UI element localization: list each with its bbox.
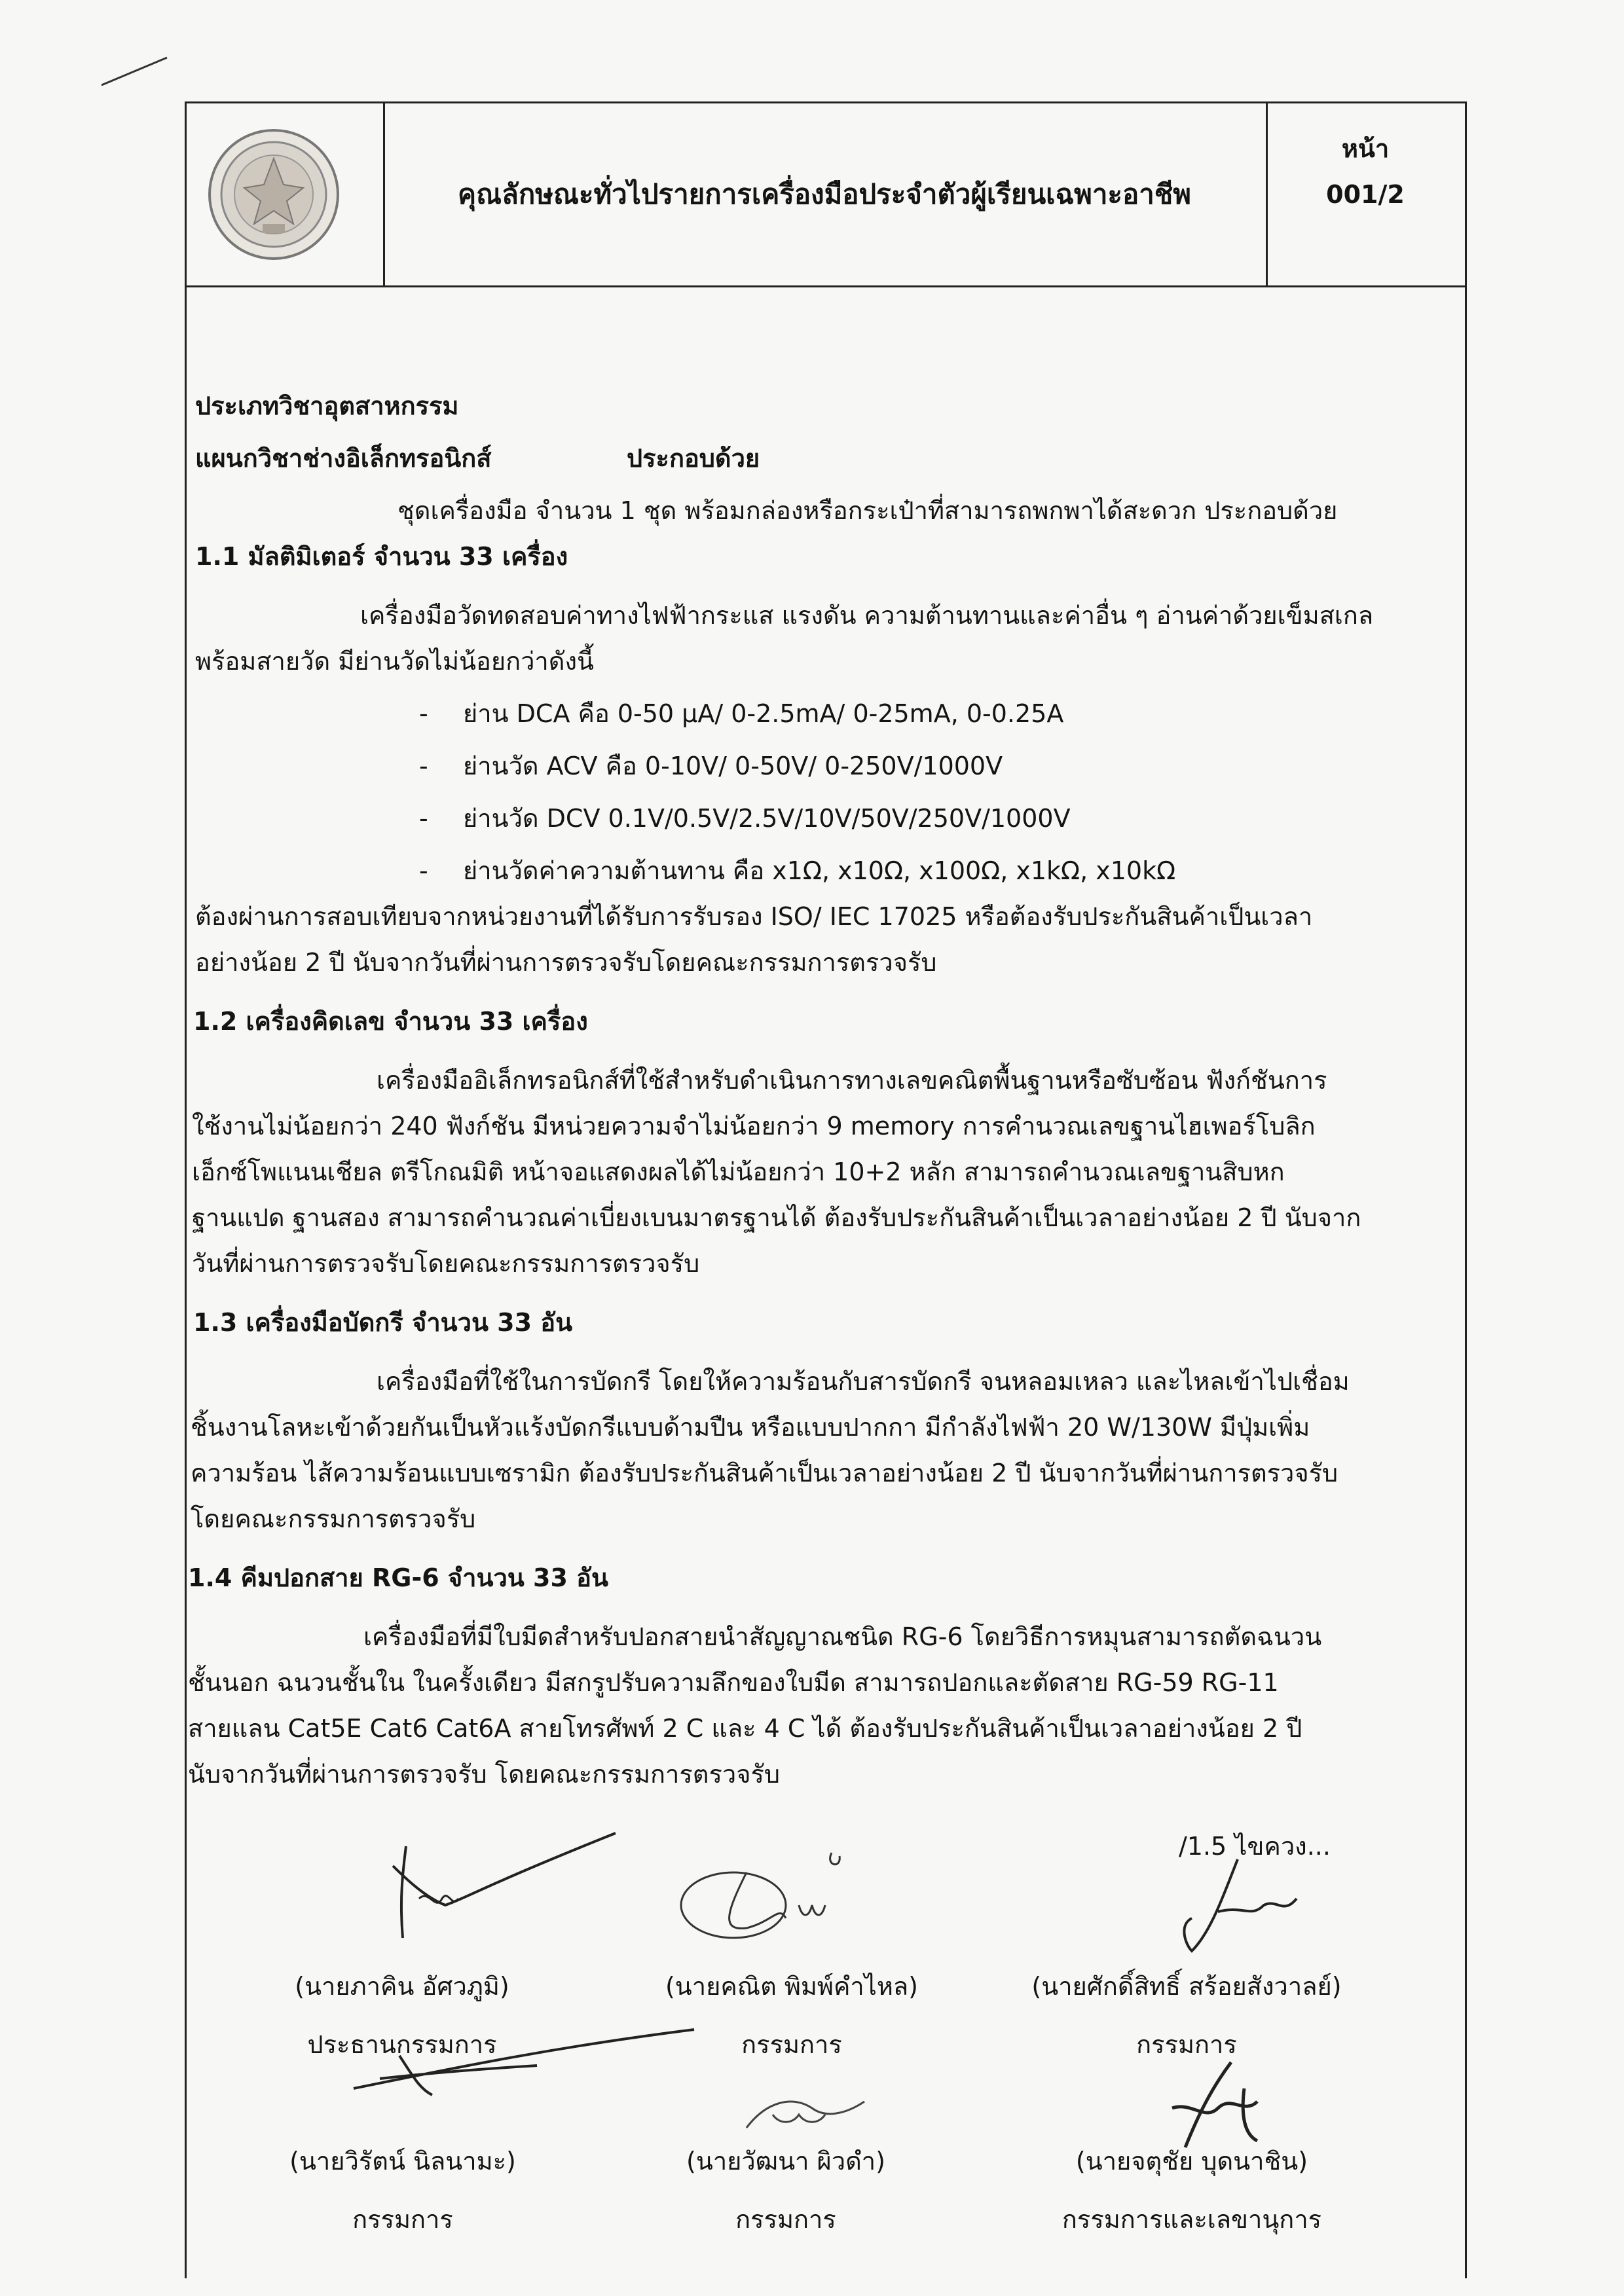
item-text-line: ชั้นนอก ฉนวนชั้นใน ในครั้งเดียว มีสกรูปรับความลึกของใบมีด สามารถปอกและตัดสาย RG-59 RG-11 — [188, 1668, 1279, 1697]
item-text-line: ฐานแปด ฐานสอง สามารถคำนวณค่าเบี่ยงเบนมาตรฐานได้ ต้องรับประกันสินค้าเป็นเวลาอย่างน้อย 2 ปี นับจาก — [192, 1203, 1361, 1232]
signatory-block — [589, 2141, 982, 2239]
signatory-role: กรรมการ — [352, 2205, 453, 2234]
signatory-name: (นายภาคิน อัศวภูมิ) — [295, 1972, 509, 2001]
signatory-role: ประธานกรรมการ — [307, 2030, 497, 2059]
signatory-name: (นายวัฒนา ผิวดำ) — [686, 2147, 885, 2176]
signatory-block — [206, 1966, 599, 2064]
range-item: ย่านวัด ACV คือ 0-10V/ 0-50V/ 0-250V/1000V — [463, 752, 1003, 780]
item-text-line: โดยคณะกรรมการตรวจรับ — [191, 1504, 476, 1533]
document-title: คุณลักษณะทั่วไปรายการเครื่องมือประจำตัวผู้เรียนเฉพาะอาชีพ — [383, 103, 1268, 285]
item-heading: 1.3 เครื่องมือบัดกรี จำนวน 33 อัน — [193, 1308, 573, 1337]
item-text-line: นับจากวันที่ผ่านการตรวจรับ โดยคณะกรรมการตรวจรับ — [188, 1760, 781, 1789]
document-header — [187, 103, 1465, 287]
signatory-block — [595, 1966, 988, 2064]
signatory-block — [990, 1966, 1383, 2064]
signatory-block — [206, 2141, 599, 2239]
item-text-line: เอ็กซ์โพแนนเชียล ตรีโกณมิติ หน้าจอแสดงผลได้ไม่น้อยกว่า 10+2 หลัก สามารถคำนวณเลขฐานสิบหก — [192, 1157, 1285, 1186]
signature-6 — [1146, 2049, 1277, 2154]
item-text-line: สายแลน Cat5E Cat6 Cat6A สายโทรศัพท์ 2 C และ 4 C ได้ ต้องรับประกันสินค้าเป็นเวลาอย่างน้อย 2 ปี — [188, 1714, 1302, 1743]
item-text-line: อย่างน้อย 2 ปี นับจากวันที่ผ่านการตรวจรับโดยคณะกรรมการตรวจรับ — [195, 948, 937, 977]
item-heading: 1.4 คีมปอกสาย RG-6 จำนวน 33 อัน — [188, 1563, 608, 1592]
item-text-line: ใช้งานไม่น้อยกว่า 240 ฟังก์ชัน มีหน่วยความจำไม่น้อยกว่า 9 memory การคำนวณเลขฐานไฮเพอร์โบลิก — [192, 1112, 1316, 1140]
range-item: ย่าน DCA คือ 0-50 μA/ 0-2.5mA/ 0-25mA, 0-0.25A — [463, 699, 1064, 728]
page-indicator — [1266, 103, 1465, 285]
item-text-line: ต้องผ่านการสอบเทียบจากหน่วยงานที่ได้รับการรับรอง ISO/ IEC 17025 หรือต้องรับประกันสินค้าเป็นเวลา — [195, 902, 1313, 931]
page-number: 001/2 — [1326, 180, 1405, 209]
signature-2 — [668, 1840, 864, 1958]
logo-cell — [187, 103, 385, 285]
signature-1 — [367, 1827, 642, 1951]
bullet-dash: - — [419, 752, 428, 780]
page-label: หน้า — [1341, 134, 1390, 163]
signatory-name: (นายวิรัตน์ นิลนามะ) — [289, 2147, 516, 2176]
kit-line: ชุดเครื่องมือ จำนวน 1 ชุด พร้อมกล่องหรือกระเป๋าที่สามารถพกพาได้สะดวก ประกอบด้วย — [397, 496, 1338, 525]
signatory-name: (นายจตุชัย บุดนาชิน) — [1075, 2147, 1308, 2176]
signatory-role: กรรมการ — [1136, 2030, 1237, 2059]
item-text-line: เครื่องมืออิเล็กทรอนิกส์ที่ใช้สำหรับดำเนินการทางเลขคณิตพื้นฐานหรือซับซ้อน ฟังก์ชันการ — [377, 1066, 1327, 1095]
signatory-block — [995, 2141, 1388, 2239]
item-text-line: วันที่ผ่านการตรวจรับโดยคณะกรรมการตรวจรับ — [192, 1249, 700, 1278]
pen-mark — [98, 52, 170, 92]
signatory-name: (นายคณิต พิมพ์คำไหล) — [665, 1972, 918, 2001]
bullet-dash: - — [419, 699, 428, 728]
signatory-role: กรรมการ — [735, 2205, 836, 2234]
department-line: แผนกวิชาช่างอิเล็กทรอนิกส์ — [195, 444, 492, 473]
signature-3 — [1146, 1853, 1316, 1958]
signatory-role: กรรมการและเลขานุการ — [1061, 2205, 1322, 2234]
item-text-line: เครื่องมือที่ใช้ในการบัดกรี โดยให้ความร้อนกับสารบัดกรี จนหลอมเหลว และไหลเข้าไปเชื่อม — [377, 1367, 1350, 1396]
item-text-line: ชิ้นงานโลหะเข้าด้วยกันเป็นหัวแร้งบัดกรีแบบด้ามปืน หรือแบบปากกา มีกำลังไฟฟ้า 20 W/130W มีปุ่มเพิ่ม — [191, 1413, 1310, 1442]
item-heading: 1.1 มัลติมิเตอร์ จำนวน 33 เครื่อง — [195, 542, 568, 571]
signature-5 — [733, 2088, 877, 2141]
consists-of-label: ประกอบด้วย — [627, 444, 760, 473]
item-text-line: ความร้อน ไส้ความร้อนแบบเซรามิก ต้องรับประกันสินค้าเป็นเวลาอย่างน้อย 2 ปี นับจากวันที่ผ่านการตรวจรับ — [191, 1459, 1338, 1487]
bullet-dash: - — [419, 804, 428, 833]
bullet-dash: - — [419, 856, 428, 885]
continuation-note: /1.5 ไขควง... — [1179, 1832, 1331, 1861]
institution-seal-icon — [205, 126, 342, 263]
range-item: ย่านวัด DCV 0.1V/0.5V/2.5V/10V/50V/250V/1000V — [463, 804, 1071, 833]
item-text-line: เครื่องมือที่มีใบมีดสำหรับปอกสายนำสัญญาณชนิด RG-6 โดยวิธีการหมุนสามารถตัดฉนวน — [363, 1622, 1322, 1651]
signatory-role: กรรมการ — [741, 2030, 842, 2059]
item-text-line: พร้อมสายวัด มีย่านวัดไม่น้อยกว่าดังนี้ — [195, 647, 594, 676]
item-heading: 1.2 เครื่องคิดเลข จำนวน 33 เครื่อง — [193, 1007, 588, 1036]
item-text-line: เครื่องมือวัดทดสอบค่าทางไฟฟ้ากระแส แรงดัน ความต้านทานและค่าอื่น ๆ อ่านค่าด้วยเข็มสเกล — [360, 601, 1374, 630]
category-line: ประเภทวิชาอุตสาหกรรม — [195, 392, 459, 420]
range-item: ย่านวัดค่าความต้านทาน คือ x1Ω, x10Ω, x100Ω, x1kΩ, x10kΩ — [463, 856, 1176, 885]
signatory-name: (นายศักดิ์สิทธิ์ สร้อยสังวาลย์) — [1031, 1972, 1342, 2001]
